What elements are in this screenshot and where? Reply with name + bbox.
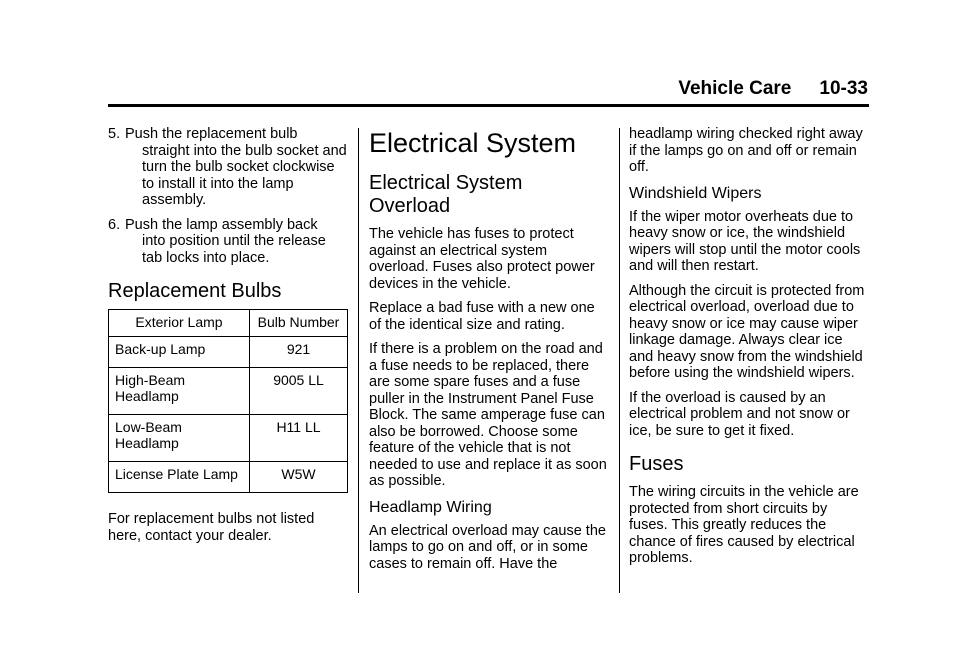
- windshield-wipers-heading: Windshield Wipers: [629, 184, 762, 202]
- step-text-rest: into position until the release tab locks into place.: [142, 233, 326, 266]
- column-header-bulb: Bulb Number: [250, 310, 348, 337]
- bulb-cell: W5W: [250, 462, 348, 493]
- table-row: [109, 368, 348, 415]
- bulb-cell: H11 LL: [250, 415, 348, 462]
- table-header-row: [109, 310, 348, 337]
- paragraph-continued: headlamp wiring checked right away if the lamps go on and off or remain off.: [629, 126, 863, 175]
- lamp-cell: High-Beam Headlamp: [109, 368, 250, 415]
- paragraph: If there is a problem on the road and a fuse needs to be replaced, there are some spare fuses and a fuse puller in the Instrument Panel Fuse Block. The same amperage fuse can also be borrowed. Choose some feature of the vehicle that is not needed to use and replace it as soon as possible.: [369, 341, 607, 489]
- electrical-system-title: Electrical System: [369, 128, 577, 158]
- paragraph: Replace a bad fuse with a new one of the identical size and rating.: [369, 300, 595, 333]
- table-row: [109, 415, 348, 462]
- table-row: [109, 462, 348, 493]
- paragraph: If the wiper motor overheats due to heavy snow or ice, the windshield wipers will stop until the motor cools and will then restart.: [629, 208, 861, 274]
- paragraph: An electrical overload may cause the lamps to go on and off, or in some cases to remain off. Have the: [369, 522, 606, 572]
- column-2: [369, 126, 609, 580]
- step-6: [108, 217, 348, 267]
- bulbs-note: For replacement bulbs not listed here, contact your dealer.: [108, 511, 315, 544]
- page-number: 10-33: [819, 78, 868, 99]
- column-1: [108, 126, 348, 552]
- replacement-bulbs-heading: Replacement Bulbs: [108, 280, 282, 302]
- column-divider-2: [619, 128, 620, 593]
- paragraph: The wiring circuits in the vehicle are protected from short circuits by fuses. This greatly reduces the chance of fires caused by electrical problems.: [629, 484, 859, 566]
- column-header-lamp: Exterior Lamp: [109, 310, 250, 337]
- step-text-first: Push the replacement bulb: [125, 126, 298, 142]
- bulb-table: [108, 309, 348, 493]
- overload-subtitle: Electrical System Overload: [369, 172, 523, 217]
- step-number: 6.: [108, 216, 121, 233]
- column-divider-1: [358, 128, 359, 593]
- page-header: [0, 78, 868, 100]
- lamp-cell: Back-up Lamp: [109, 337, 250, 368]
- lamp-cell: License Plate Lamp: [109, 462, 250, 493]
- fuses-heading: Fuses: [629, 453, 684, 475]
- table-row: [109, 337, 348, 368]
- bulb-cell: 921: [250, 337, 348, 368]
- bulb-cell: 9005 LL: [250, 368, 348, 415]
- step-5: [108, 126, 348, 209]
- paragraph: If the overload is caused by an electrical problem and not snow or ice, be sure to get it fixed.: [629, 389, 850, 439]
- paragraph: The vehicle has fuses to protect against an electrical system overload. Fuses also protect power devices in the vehicle.: [369, 226, 595, 292]
- step-number: 5.: [108, 126, 121, 142]
- step-text-rest: straight into the bulb socket and turn the bulb socket clockwise to install it into the lamp assembly.: [142, 142, 347, 208]
- section-title: Vehicle Care: [678, 78, 792, 99]
- headlamp-wiring-heading: Headlamp Wiring: [369, 498, 492, 516]
- lamp-cell: Low-Beam Headlamp: [109, 415, 250, 462]
- header-rule: [108, 104, 869, 107]
- paragraph: Although the circuit is protected from electrical overload, overload due to heavy snow or ice may cause wiper linkage damage. Always clear ice and heavy snow from the windshield before using the windshield wipers.: [629, 282, 865, 381]
- column-3: [629, 126, 869, 575]
- step-text-first: Push the lamp assembly back: [125, 216, 318, 233]
